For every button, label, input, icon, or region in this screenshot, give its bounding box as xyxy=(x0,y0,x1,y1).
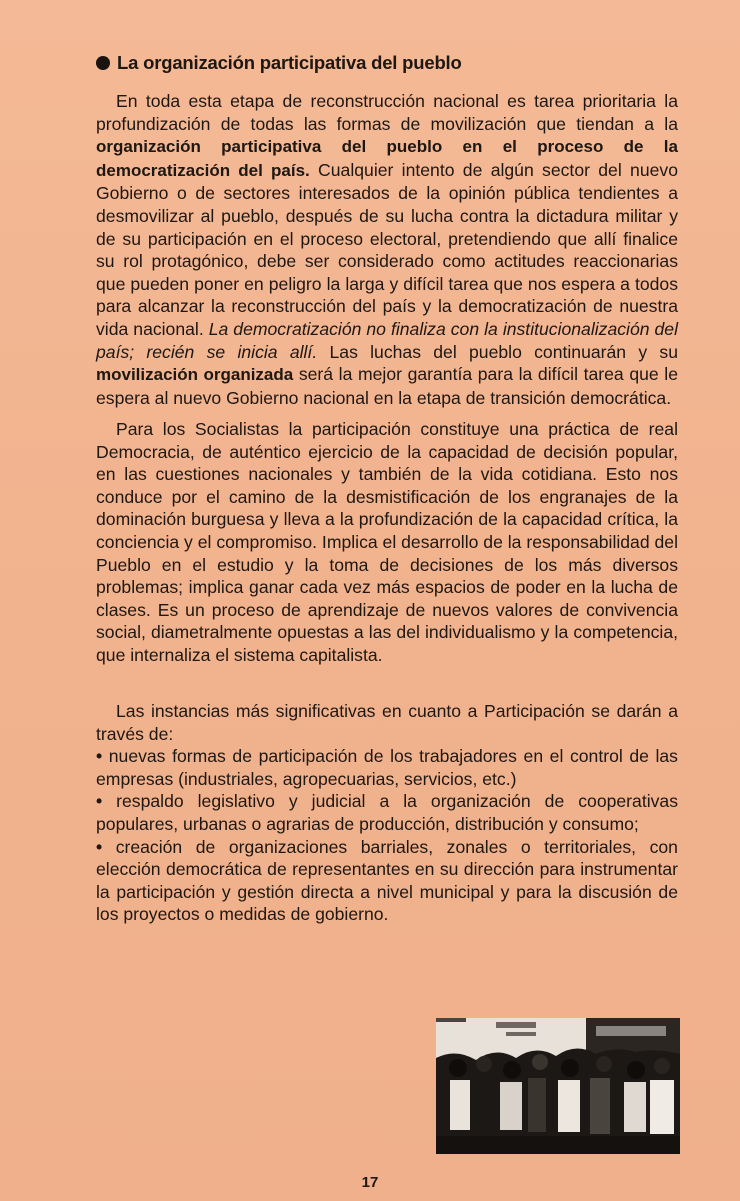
section-heading xyxy=(96,52,462,74)
list-item-text: respaldo legislativo y judicial a la organización de cooperativas populares, urbanas o agrarias de producción, distribución y consumo; xyxy=(96,791,678,834)
p1-text-a: En toda esta etapa de reconstrucción nacional es tarea prioritaria la profundización de todas las formas de movilización que tiendan a la xyxy=(96,91,678,134)
bullet-icon: • xyxy=(96,791,117,812)
bullet-icon xyxy=(96,56,110,70)
p3-intro: Las instancias más significativas en cuanto a Participación se darán a través de: xyxy=(96,701,678,744)
paragraph-1 xyxy=(96,90,678,409)
p2-text: Para los Socialistas la participación constituye una práctica de real Democracia, de auténtico ejercicio de la capacidad de decisión popular, en las cuestiones nacionales y también de la vida cotidiana. Esto nos conduce por el camino de la desmistificación de los engranajes de la dominación burguesa y lleva a la profundización de la capacidad crítica, la conciencia y el compromiso. Implica el desarrollo de la responsabilidad del Pueblo en el estudio y la toma de decisiones de los más diversos problemas; implica ganar cada vez más espacios de poder en la lucha de clases. Es un proceso de aprendizaje de nuevos valores de convivencia social, diametralmente opuestas a las del individualismo y la competencia, que internaliza el sistema capitalista. xyxy=(96,419,678,665)
crowd-photo xyxy=(436,1018,680,1154)
list-item xyxy=(96,836,678,926)
paragraph-2 xyxy=(96,418,678,667)
p1-text-e: será la mejor garantía para la difícil tarea que le espera al nuevo Gobierno nacional en la etapa de transición democrática. xyxy=(96,364,678,408)
list-item xyxy=(96,790,678,835)
bullet-icon: • xyxy=(96,746,109,767)
p1-text-c: Cualquier intento de algún sector del nuevo Gobierno o de sectores interesados de la opinión pública tendientes a desmovilizar al pueblo, después de su lucha contra la dictadura militar y de su participación en el proceso electoral, pretendiendo que allí finalice su rol protagónico, debe ser considerado como actitudes reaccionarias que pueden poner en peligro la larga y difícil tarea que nos espera a todos para alcanzar la reconstrucción del país y la democratización de nuestra vida nacional. xyxy=(96,159,678,339)
paragraph-3 xyxy=(96,700,678,926)
p1-bold-2: movilización organizada xyxy=(96,365,294,385)
p1-italic: La democratización no finaliza con la institucionalización del país; recién se inicia allí. xyxy=(96,318,678,362)
list-item xyxy=(96,745,678,790)
bullet-icon: • xyxy=(96,836,116,857)
p1-bold-1: organización participativa del pueblo en el proceso de la democratización del país. xyxy=(96,137,678,180)
section-title: La organización participativa del pueblo xyxy=(117,52,462,73)
page-number: 17 xyxy=(361,1174,379,1191)
list-item-text: nuevas formas de participación de los trabajadores en el control de las empresas (industriales, agropecuarias, servicios, etc.) xyxy=(96,746,678,789)
list-item-text: creación de organizaciones barriales, zonales o territoriales, con elección democrática de representantes en su dirección para instrumentar la participación y gestión directa a nivel municipal y para la discusión de los proyectos o medidas de gobierno. xyxy=(96,836,678,925)
p1-text-d: Las luchas del pueblo continuarán y su xyxy=(317,341,678,362)
